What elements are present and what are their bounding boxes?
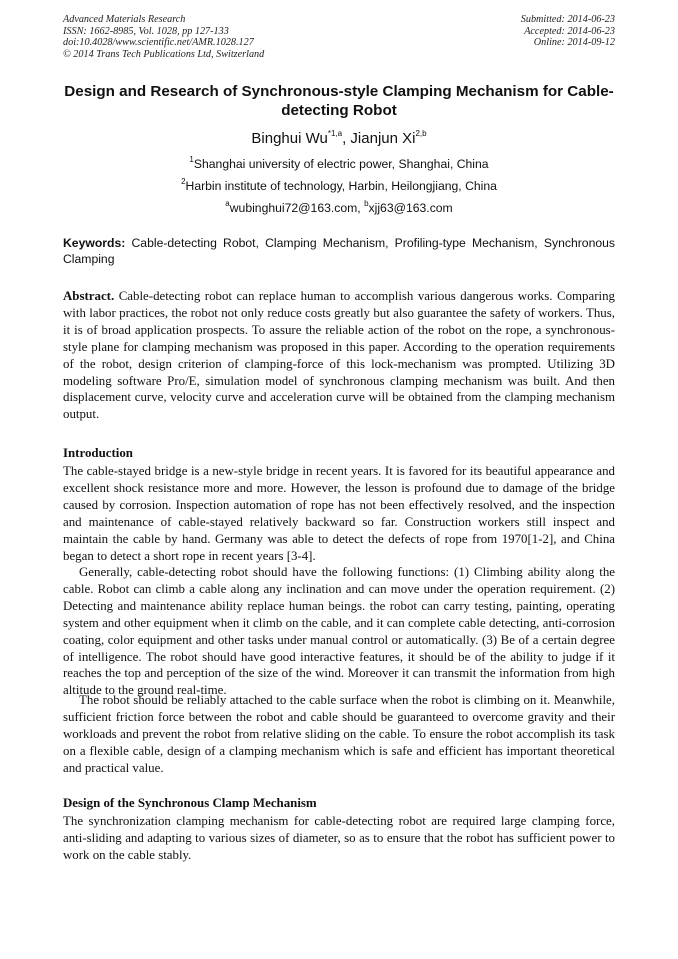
design-paragraph: The synchronization clamping mechanism for cable-detecting robot are required large clamping force, anti-sliding and adapting to various sizes of diameter, so as to ensure that the robot has sufficient power to work on the cable stably. [63,814,615,862]
affiliation-1-sup: 1 [189,154,194,164]
email-b[interactable]: xjj63@163.com [368,201,453,215]
affiliation-1 [63,154,615,172]
accepted-date: Accepted: 2014-06-23 [524,25,615,37]
abstract [63,288,615,423]
introduction-heading: Introduction [63,446,133,460]
affiliation-2-sup: 2 [181,176,186,186]
author-2-sup: 2,b [415,129,427,138]
email-a-sup: a [225,198,230,208]
abstract-label: Abstract. [63,289,115,303]
authors [63,130,615,148]
online-date: Online: 2014-09-12 [533,37,615,48]
author-1-sup: *1,a [327,129,343,138]
keywords-label: Keywords: [63,236,126,250]
affiliation-2-text: Harbin institute of technology, Harbin, Heilongjiang, China [185,179,497,193]
affiliation-2 [63,176,615,194]
journal-name: Advanced Materials Research [63,14,186,25]
intro-paragraph: Generally, cable-detecting robot should have the following functions: (1) Climbing ability along the cable. Robot can climb a cable along any inclination and can move under the operation requirement. (2) Detecting and maintenance ability replace human beings. the robot can carry testing, painting, operating system and other equipment when it climb on the cable, and it can complete cable detecting, anti-corrosion coating, color equipment and other tasks under manual control or automatically. (3) Be of a certain degree of intelligence. The robot should have good interactive features, it should be of the ability to judge if it reaches the top and perception of the size of the wind. Moreover it can transmit the information from high altitude to the ground real-time. [63,565,615,698]
email-a[interactable]: wubinghui72@163.com [229,201,358,215]
keywords-text: Cable-detecting Robot, Clamping Mechanism, Profiling-type Mechanism, Synchronous Clamping [63,236,615,266]
affiliation-1-text: Shanghai university of electric power, Shanghai, China [193,157,489,171]
author-separator: , [342,130,351,147]
author-1: Binghui Wu [251,130,328,147]
copyright-line: © 2014 Trans Tech Publications Ltd, Switzerland [63,48,265,60]
author-emails [63,198,615,216]
dates-info [521,14,615,49]
doi-line: doi:10.4028/www.scientific.net/AMR.1028.127 [63,37,254,48]
design-section-heading: Design of the Synchronous Clamp Mechanism [63,796,317,810]
author-2: Jianjun Xi [350,130,416,147]
email-b-sup: b [364,198,369,208]
abstract-text: Cable-detecting robot can replace human to accomplish various dangerous works. Comparing with labor practices, the robot not only reduce costs greatly but also guarantee the safety of workers. Thus, it is of broad application prospects. To assure the reliable action of the robot on the rope, a synchronous-style plane for clamping mechanism was proposed in this paper. According to the operation requirements of the robot, design criterion of clamping-force of this lock-mechanism was prompted. Utilizing 3D modeling software Pro/E, simulation model of synchronous clamping mechanism was built. And then displacement curve, velocity curve and acceleration curve will be obtained from the clamping mechanism output. [63,289,615,422]
intro-paragraph: The robot should be reliably attached to the cable surface when the robot is climbing on it. Meanwhile, sufficient friction force between the robot and cable should be guaranteed to overcome gravity and their workloads and prevent the robot from relative sliding on the cable. To ensure the robot accomplish its task on a flexible cable, design of a clamping mechanism which is safe and efficient has important theoretical and practical value. [63,693,615,775]
issn-line: ISSN: 1662-8985, Vol. 1028, pp 127-133 [63,25,229,37]
intro-paragraph: The cable-stayed bridge is a new-style bridge in recent years. It is favored for its beautiful appearance and excellent shock resistance more and more. However, the lesson is profound due to damage of the bridge caused by corrosion. Inspection automation of rope has not been effectively resolved, and the inspection and maintenance of cable-stayed relatively backward so far. Construction workers still inspect and maintain the cable by hand. Germany was able to detect the defects of rope from 1970[1-2], and China began to detect a short rope in recent years [3-4]. [63,464,615,563]
paper-title: Design and Research of Synchronous-style Clamping Mechanism for Cable-detecting Robot [64,83,614,119]
email-separator: , [357,201,365,215]
keywords [63,235,615,267]
journal-info [63,14,264,60]
submitted-date: Submitted: 2014-06-23 [520,14,615,25]
